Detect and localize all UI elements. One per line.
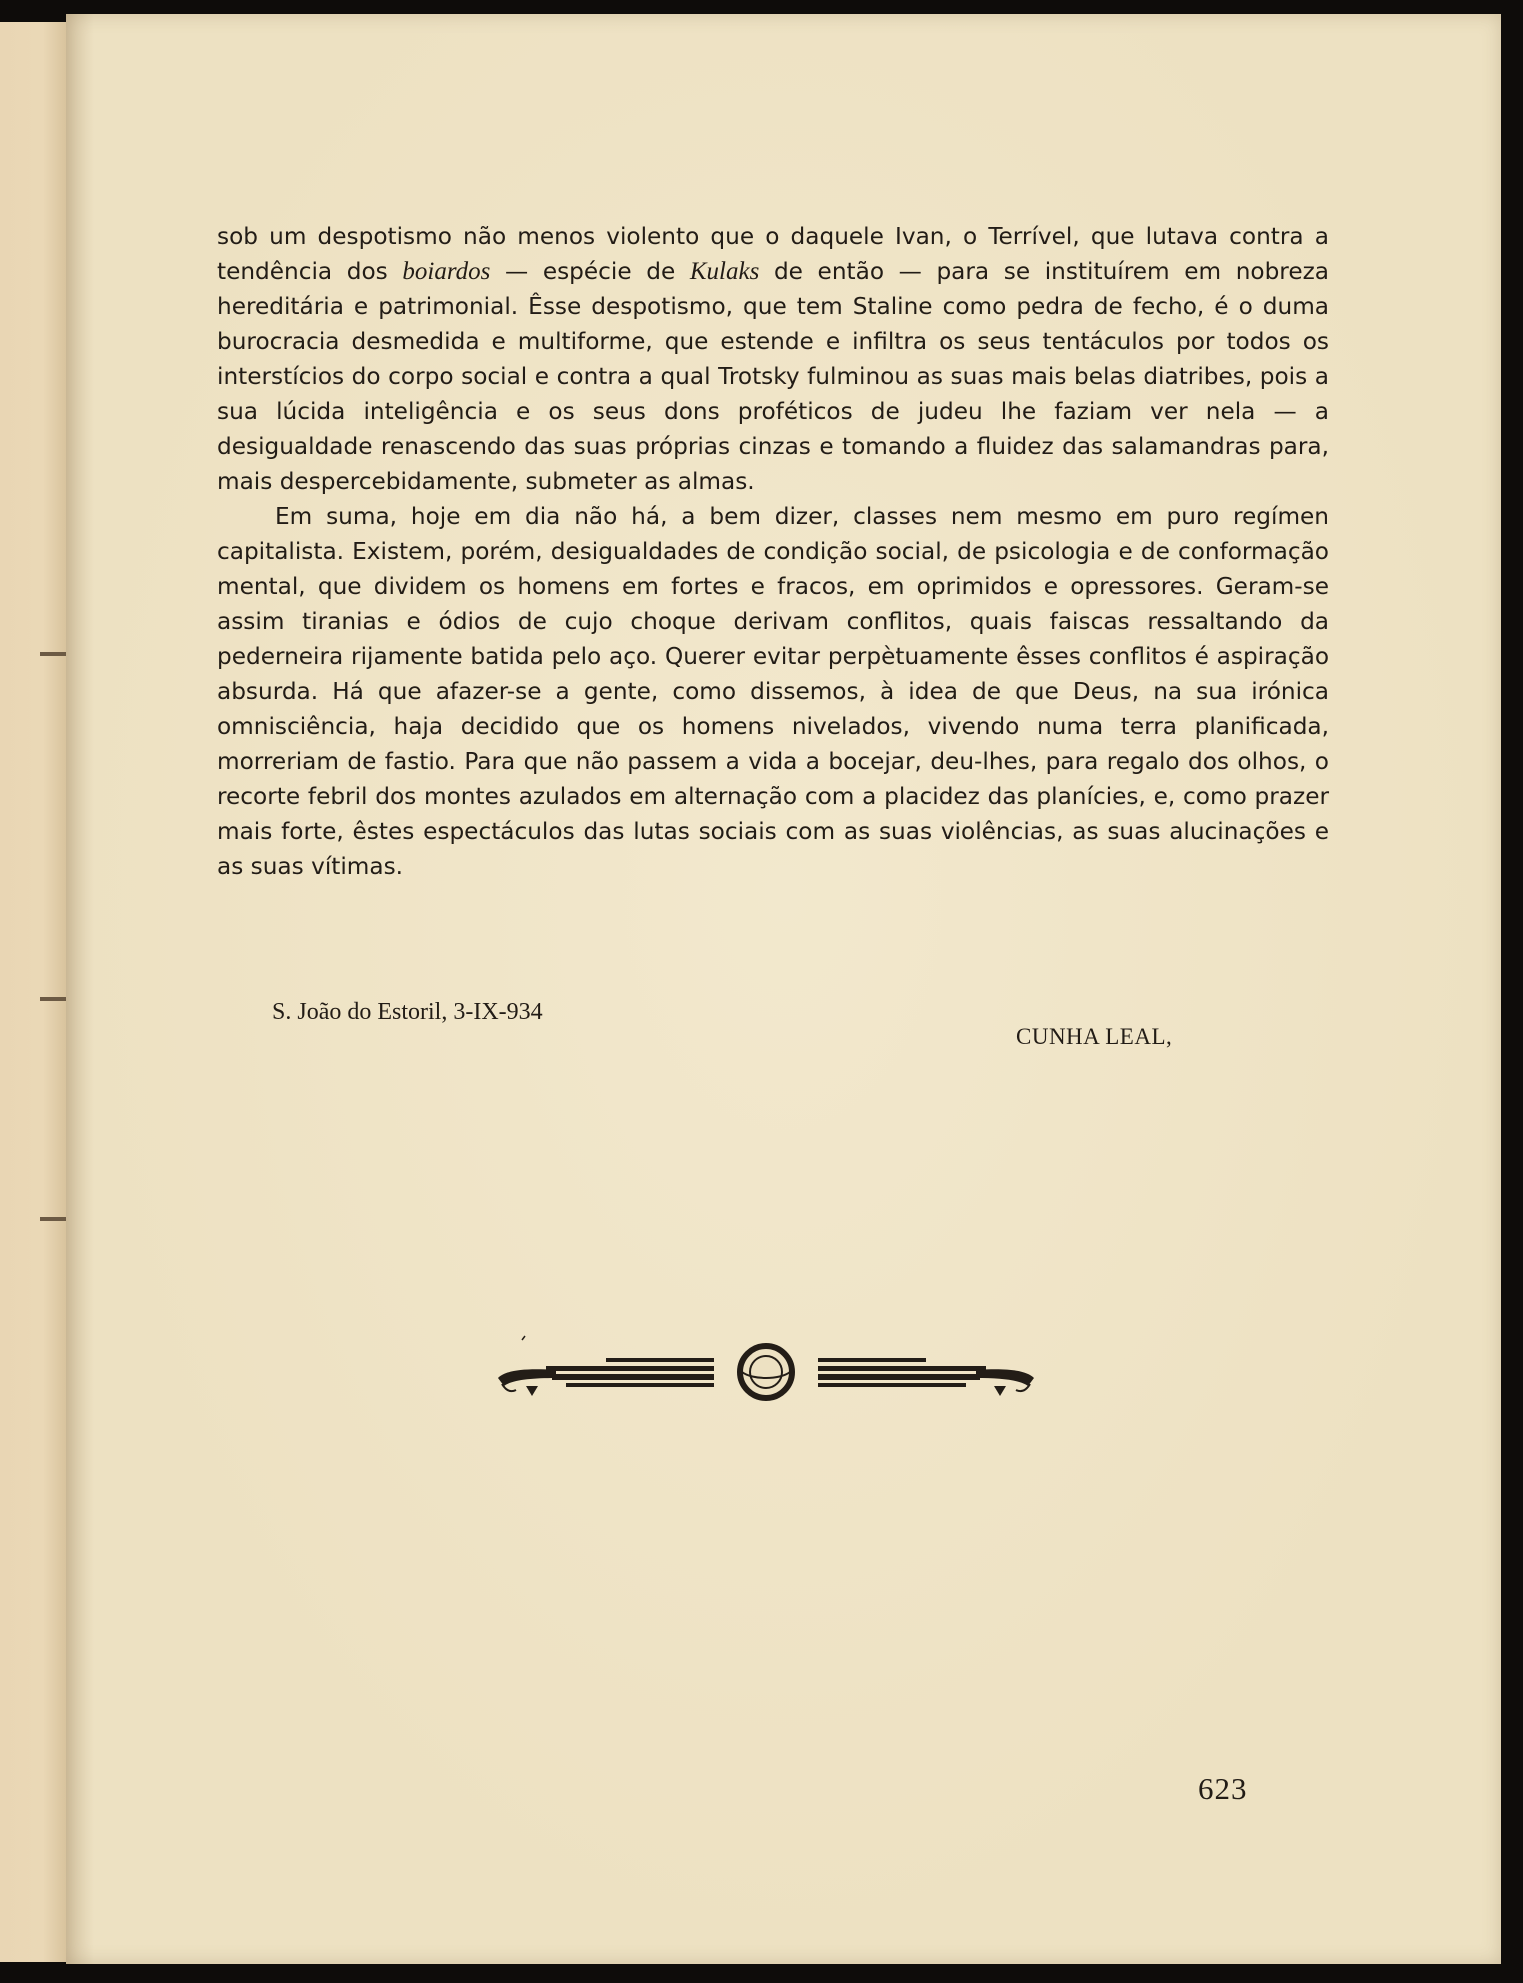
italic-term-boiardos: boiardos xyxy=(402,258,491,285)
paragraph-1-text-b: — espécie de xyxy=(490,258,690,285)
paragraph-1-text-a: sob um despotismo não menos violento que o daquele Ivan, o Terrível, que lutava contra a tendência dos xyxy=(217,223,1329,285)
page-sheet xyxy=(66,14,1501,1964)
paragraph-2: Em suma, hoje em dia não há, a bem dizer, classes nem mesmo em puro regímen capitalista. Existem, porém, desigualdades de condição social, de psicologia e de conformação mental, que dividem os homens em fortes e fracos, em oprimidos e opressores. Geram-se assim tiranias e ódios de cujo choque derivam conflitos, quais faiscas ressaltando da pederneira rijamente batida pelo aço. Querer evitar perpètuamente êsses conflitos é aspiração absurda. Há que afazer-se a gente, como dissemos, à idea de que Deus, na sua irónica omnisciência, haja decidido que os homens nivelados, vivendo numa terra planificada, morreriam de fastio. Para que não passem a vida a bocejar, deu-lhes, para regalo dos olhos, o recorte febril dos montes azulados em alternação com a placidez das planícies, e, como prazer mais forte, êstes espectáculos das lutas sociais com as suas violências, as suas alucinações e as suas vítimas. xyxy=(217,503,1329,880)
author-signature: CUNHA LEAL, xyxy=(1016,1024,1173,1049)
decorative-ornament-icon xyxy=(486,1334,1046,1404)
paragraph-1 xyxy=(217,219,1329,499)
paragraph-1-text-c: de então — para se instituírem em nobreza hereditária e patrimonial. Êsse despotismo, que tem Staline como pedra de fecho, é o duma burocracia desmedida e multiforme, que estende e infiltra os seus tentáculos por todos os interstícios do corpo social e contra a qual Trotsky fulminou as suas mais belas diatribes, pois a sua lúcida inteligência e os seus dons proféticos de judeu lhe faziam ver nela — a desigualdade renascendo das suas próprias cinzas e tomando a fluidez das salamandras para, mais despercebidamente, submeter as almas. xyxy=(217,258,1329,495)
page-number: 623 xyxy=(1198,1771,1248,1806)
body-text xyxy=(217,219,1329,884)
italic-term-kulaks: Kulaks xyxy=(689,258,760,285)
place-and-date: S. João do Estoril, 3-IX-934 xyxy=(272,999,543,1025)
